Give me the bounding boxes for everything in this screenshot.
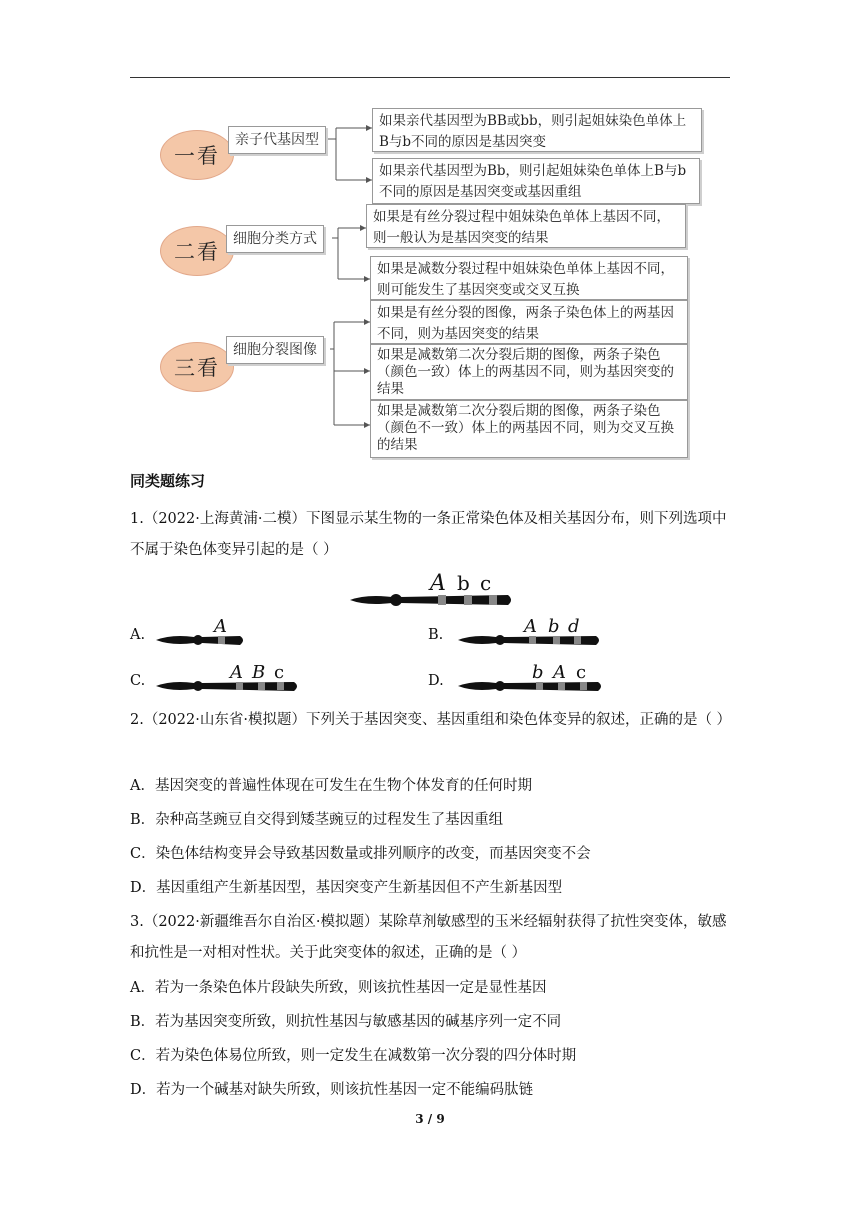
question-3-stem: 3.（2022·新疆维吾尔自治区·模拟题）某除草剂敏感型的玉米经辐射获得了抗性突变体，敏感和抗性是一对相对性状。关于此突变体的叙述，正确的是（ ） bbox=[130, 914, 727, 961]
q2-option-c: C．染色体结构变异会导致基因数量或排列顺序的改变，而基因突变不会 bbox=[130, 846, 591, 862]
map-box-3c: 如果是减数第二次分裂后期的图像，两条子染色（颜色不一致）体上的两基因不同，则为交叉互换的结果 bbox=[370, 400, 688, 458]
ref-gene-1: A bbox=[430, 571, 446, 596]
q1-d-gene-2: A bbox=[553, 662, 566, 683]
q1-d-gene-1: b bbox=[532, 662, 544, 683]
label-parent-genotype: 亲子代基因型 bbox=[228, 126, 326, 154]
q1-b-gene-3: d bbox=[568, 616, 580, 637]
page-number: 3 / 9 bbox=[415, 1112, 445, 1126]
q1-option-b-chromosome bbox=[456, 614, 606, 650]
oval-step-2: 二看 bbox=[160, 226, 234, 276]
question-1-stem: 1.（2022·上海黄浦·二模）下图显示某生物的一条正常染色体及相关基因分布，则下列选项中不属于染色体变异引起的是（ ） bbox=[130, 511, 727, 558]
ref-gene-3: c bbox=[480, 571, 492, 595]
q1-option-a-chromosome bbox=[154, 614, 250, 650]
map-box-2a: 如果是有丝分裂过程中姐妹染色单体上基因不同，则一般认为是基因突变的结果 bbox=[366, 204, 686, 248]
map-box-3a: 如果是有丝分裂的图像，两条子染色体上的两基因不同，则为基因突变的结果 bbox=[370, 300, 688, 344]
q1-option-b-label: B. bbox=[428, 627, 444, 643]
ref-gene-2: b bbox=[457, 571, 470, 595]
q1-b-gene-2: b bbox=[548, 616, 560, 637]
q2-option-b: B．杂种高茎豌豆自交得到矮茎豌豆的过程发生了基因重组 bbox=[130, 812, 504, 828]
q1-option-c-label: C. bbox=[130, 673, 146, 689]
q1-d-gene-3: c bbox=[576, 662, 587, 683]
label-division-image: 细胞分裂图像 bbox=[226, 336, 324, 364]
label-division-type: 细胞分类方式 bbox=[226, 225, 324, 253]
oval-step-1: 一看 bbox=[160, 130, 234, 180]
q1-c-gene-2: B bbox=[252, 662, 266, 683]
q1-option-a-label: A. bbox=[130, 627, 146, 643]
q3-option-d: D．若为一个碱基对缺失所致，则该抗性基因一定不能编码肽链 bbox=[130, 1082, 534, 1098]
q1-c-gene-1: A bbox=[230, 662, 243, 683]
map-box-1b: 如果亲代基因型为Bb，则引起姐妹染色单体上B与b不同的原因是基因突变或基因重组 bbox=[372, 158, 700, 204]
q1-option-d-label: D. bbox=[428, 673, 444, 689]
q3-option-a: A．若为一条染色体片段缺失所致，则该抗性基因一定是显性基因 bbox=[130, 980, 547, 996]
q1-option-d-chromosome bbox=[456, 658, 608, 696]
map-box-1a: 如果亲代基因型为BB或bb，则引起姐妹染色单体上B与b不同的原因是基因突变 bbox=[372, 108, 702, 152]
q1-c-gene-3: c bbox=[274, 662, 285, 683]
reference-chromosome bbox=[346, 566, 516, 612]
q2-option-a: A．基因突变的普遍性体现在可发生在生物个体发育的任何时期 bbox=[130, 778, 532, 794]
question-2-stem: 2.（2022·山东省·模拟题）下列关于基因突变、基因重组和染色体变异的叙述，正确的是（ ） bbox=[130, 712, 732, 728]
map-box-3b: 如果是减数第二次分裂后期的图像，两条子染色（颜色一致）体上的两基因不同，则为基因突变的结果 bbox=[370, 344, 688, 400]
q1-option-c-chromosome bbox=[154, 658, 304, 696]
map-box-2b: 如果是减数分裂过程中姐妹染色单体上基因不同，则可能发生了基因突变或交叉互换 bbox=[370, 256, 688, 300]
q2-option-d: D．基因重组产生新基因型，基因突变产生新基因但不产生新基因型 bbox=[130, 880, 563, 896]
q3-option-b: B．若为基因突变所致，则抗性基因与敏感基因的碱基序列一定不同 bbox=[130, 1014, 562, 1030]
oval-step-3: 三看 bbox=[160, 342, 234, 392]
q1-b-gene-1: A bbox=[524, 616, 537, 637]
q1-a-gene-1: A bbox=[214, 616, 227, 637]
section-heading: 同类题练习 bbox=[130, 472, 206, 490]
q3-option-c: C．若为染色体易位所致，则一定发生在减数第一次分裂的四分体时期 bbox=[130, 1048, 577, 1064]
